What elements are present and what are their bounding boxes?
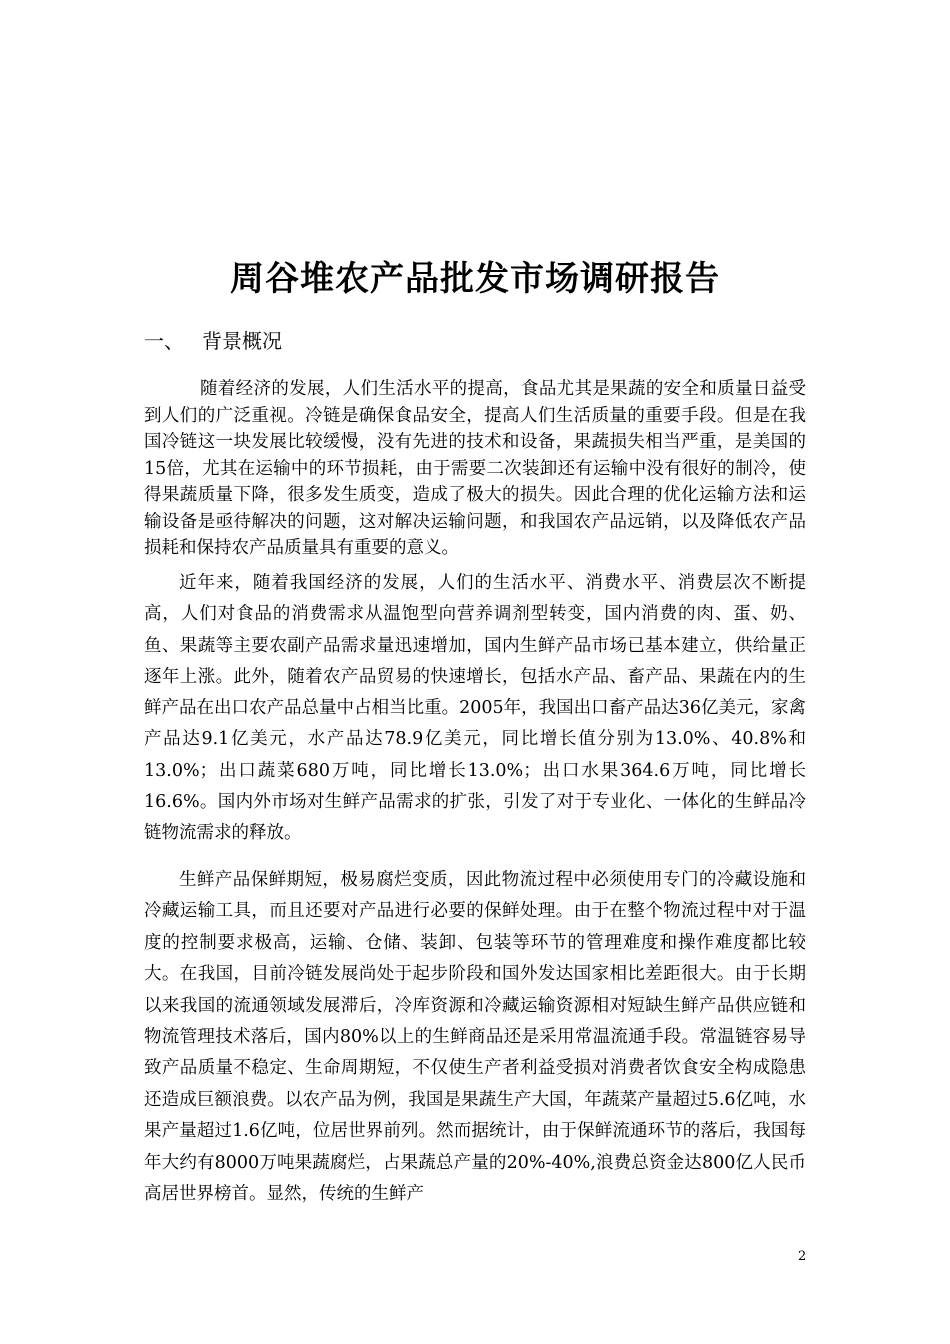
section-title: 背景概况 [202,329,282,353]
document-title: 周谷堆农产品批发市场调研报告 [230,259,720,299]
section-heading [144,327,282,355]
paragraph-market-demand: 近年来，随着我国经济的发展，人们的生活水平、消费水平、消费层次不断提高，人们对食品的消费需求从温饱型向营养调剂型转变，国内消费的肉、蛋、奶、鱼、果蔬等主要农副产品需求量迅速增加，国内生鲜产品市场已基本建立，供给量正逐年上涨。此外，随着农产品贸易的快速增长，包括水产品、畜产品、果蔬在内的生鲜产品在出口农产品总量中占相当比重。2005年，我国出口畜产品达36亿美元，家禽产品达9.1亿美元，水产品达78.9亿美元，同比增长值分别为13.0%、40.8%和13.0%；出口蔬菜680万吨，同比增长13.0%；出口水果364.6万吨，同比增长16.6%。国内外市场对生鲜产品需求的扩张，引发了对于专业化、一体化的生鲜品冷链物流需求的释放。 [144,573,806,844]
paragraph-background: 随着经济的发展，人们生活水平的提高，食品尤其是果蔬的安全和质量日益受到人们的广泛重视。冷链是确保食品安全，提高人们生活质量的重要手段。但是在我国冷链这一块发展比较缓慢，没有先进的技术和设备，果蔬损失相当严重，是美国的15倍，尤其在运输中的环节损耗，由于需要二次装卸还有运输中没有很好的制冷，使得果蔬质量下降，很多发生质变，造成了极大的损失。因此合理的优化运输方法和运输设备是亟待解决的问题，这对解决运输问题，和我国农产品远销，以及降低农产品损耗和保持农产品质量具有重要的意义。 [144,379,806,558]
section-number: 一、 [144,329,184,353]
paragraph-cold-chain: 生鲜产品保鲜期短，极易腐烂变质，因此物流过程中必须使用专门的冷藏设施和冷藏运输工具，而且还要对产品进行必要的保鲜处理。由于在整个物流过程中对于温度的控制要求极高，运输、仓储、装卸、包装等环节的管理难度和操作难度都比较大。在我国，目前冷链发展尚处于起步阶段和国外发达国家相比差距很大。由于长期以来我国的流通领域发展滞后，冷库资源和冷藏运输资源相对短缺生鲜产品供应链和物流管理技术落后，国内80%以上的生鲜商品还是采用常温流通手段。常温链容易导致产品质量不稳定、生命周期短，不仅使生产者利益受损对消费者饮食安全构成隐患还造成巨额浪费。以农产品为例，我国是果蔬生产大国，年蔬菜产量超过5.6亿吨，水果产量超过1.6亿吨，位居世界前列。然而据统计，由于保鲜流通环节的落后，我国每年大约有8000万吨果蔬腐烂，占果蔬总产量的20%-40%,浪费总资金达800亿人民币高居世界榜首。显然，传统的生鲜产 [144,870,806,1205]
page-number: 2 [798,1249,807,1264]
